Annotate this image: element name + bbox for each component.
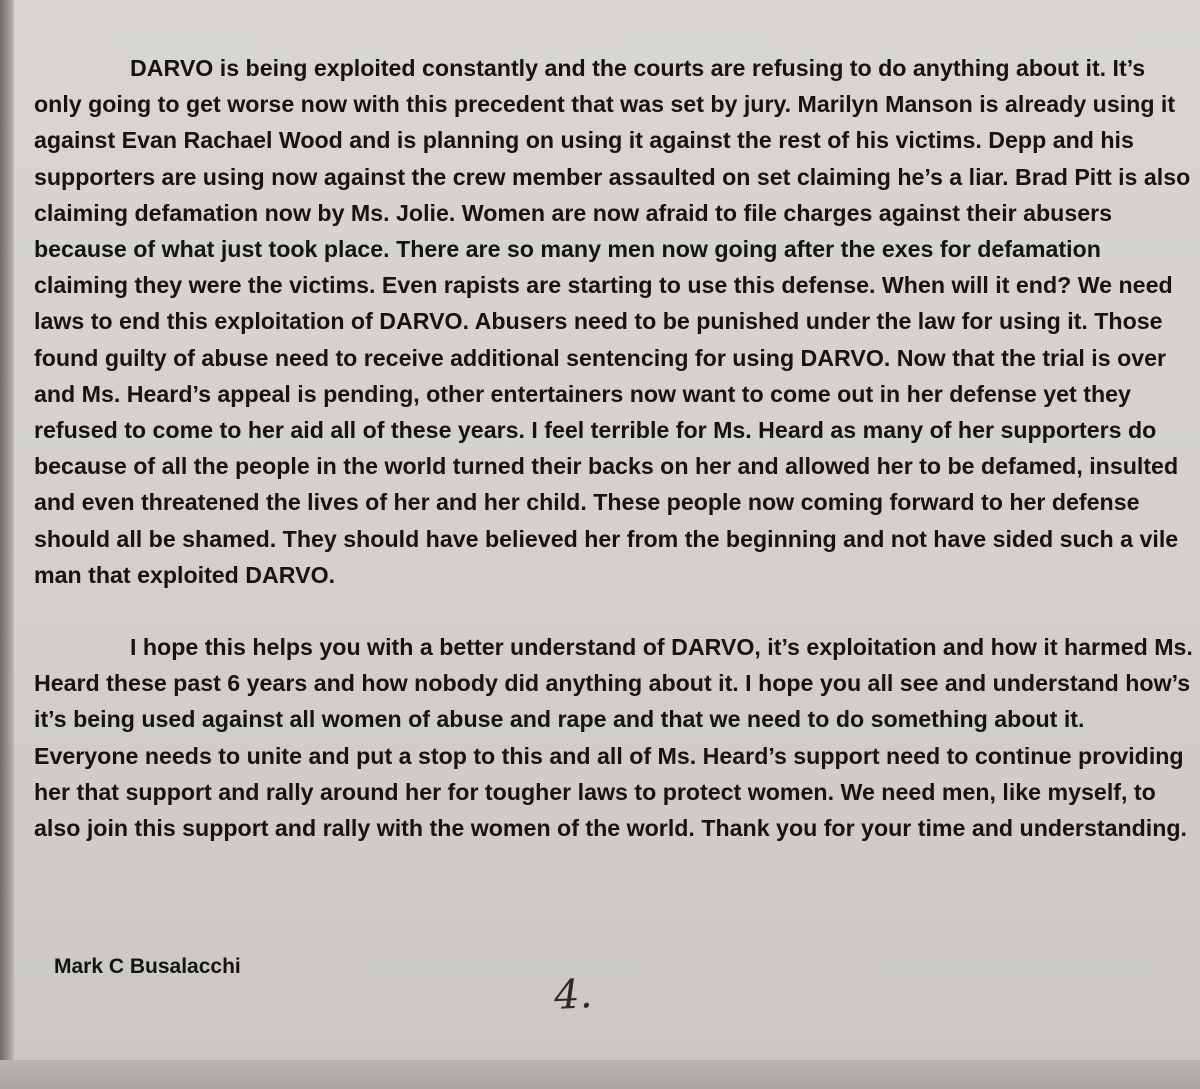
handwritten-page-number: 4. xyxy=(552,971,594,1019)
table-surface xyxy=(0,1060,1200,1089)
signature: Mark C Busalacchi xyxy=(54,955,241,978)
paper-edge-shadow xyxy=(0,0,14,1089)
paragraph-2: I hope this helps you with a better understand of DARVO, it’s exploitation and how it harmed Ms. Heard these past 6 years and how nobody did anything about it. I hope you all see and understand how’s it’s being used against all women of abuse and rape and that we need to do something about it. Everyone needs to unite and put a stop to this and all of Ms. Heard’s support need to continue providing her that support and rally around her for tougher laws to protect women. We need men, like myself, to also join this support and rally with the women of the world. Thank you for your time and understanding. xyxy=(34,634,1193,842)
paragraph-1: DARVO is being exploited constantly and the courts are refusing to do anything about it. It’s only going to get worse now with this precedent that was set by jury. Marilyn Manson is already using it against Evan Rachael Wood and is planning on using it against the rest of his victims. Depp and his supporters are using now against the crew member assaulted on set claiming he’s a liar. Brad Pitt is also claiming defamation now by Ms. Jolie. Women are now afraid to file charges against their abusers because of what just took place. There are so many men now going after the exes for defamation claiming they were the victims. Even rapists are starting to use this defense. When will it end? We need laws to end this exploitation of DARVO. Abusers need to be punished under the law for using it. Those found guilty of abuse need to receive additional sentencing for using DARVO. Now that the trial is over and Ms. Heard’s appeal is pending, other entertainers now want to come out in her defense yet they refused to come to her aid all of these years. I feel terrible for Ms. Heard as many of her supporters do because of all the people in the world turned their backs on her and allowed her to be defamed, insulted and even threatened the lives of her and her child. These people now coming forward to her defense should all be shamed. They should have believed her from the beginning and not have sided such a vile man that exploited DARVO. xyxy=(34,55,1191,588)
letter-body xyxy=(34,50,1194,846)
letter-page xyxy=(14,0,1200,1060)
